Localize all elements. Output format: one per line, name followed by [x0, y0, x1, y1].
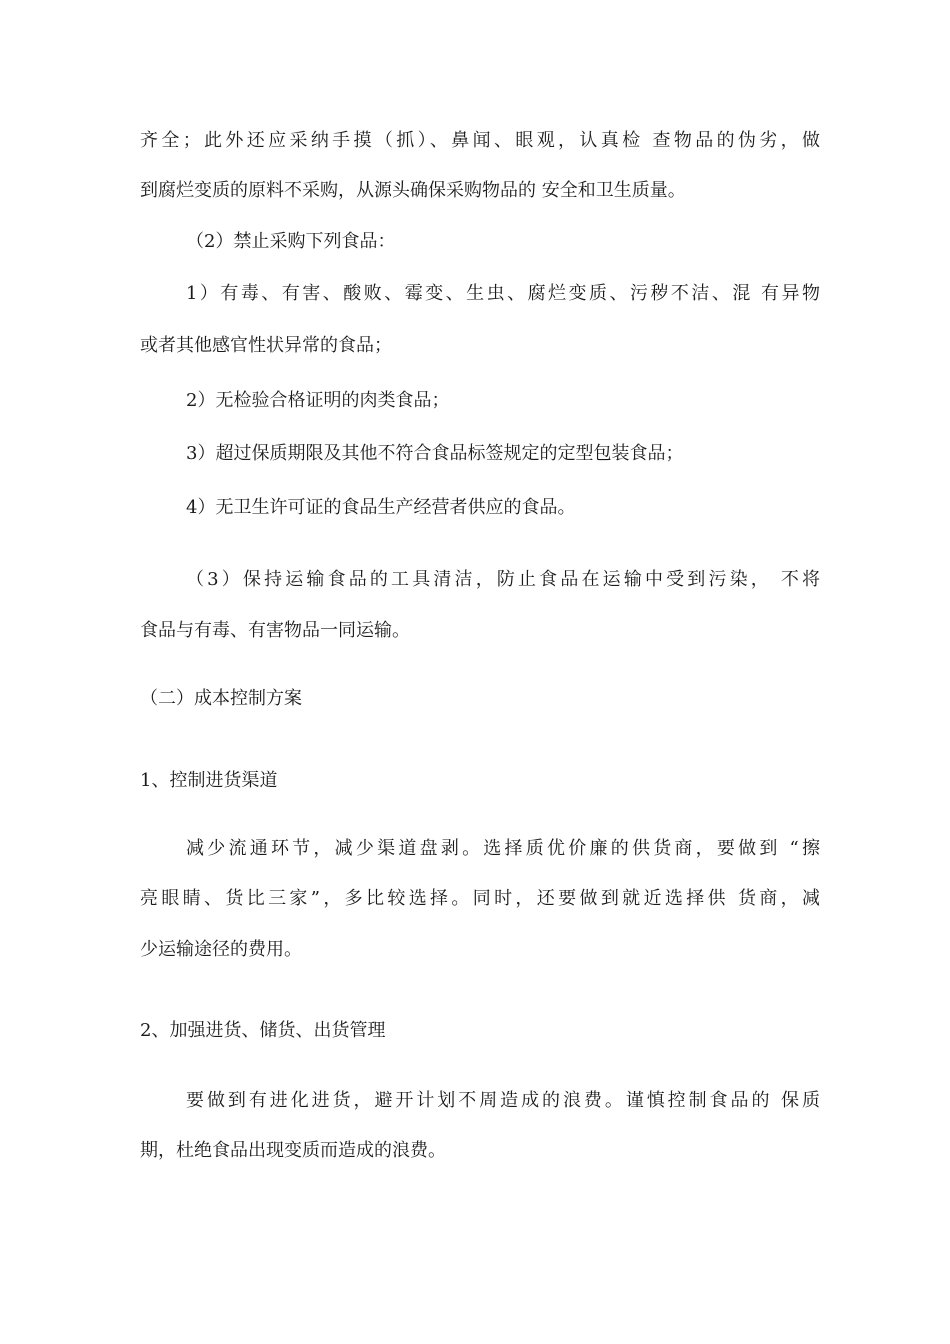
- list-item: 1）有毒、有害、酸败、霉变、生虫、腐烂变质、污秽不洁、混 有异物: [186, 283, 820, 304]
- paragraph-line: 到腐烂变质的原料不采购，从源头确保采购物品的 安全和卫生质量。: [140, 180, 686, 201]
- paragraph-line: 要做到有进化进货，避开计划不周造成的浪费。谨慎控制食品的 保质: [186, 1090, 820, 1111]
- paragraph-line: 期，杜绝食品出现变质而造成的浪费。: [140, 1140, 446, 1161]
- paragraph-line: 食品与有毒、有害物品一同运输。: [140, 620, 410, 641]
- list-heading: （3）保持运输食品的工具清洁，防止食品在运输中受到污染， 不将: [186, 569, 820, 590]
- subsection-heading: 2、加强进货、储货、出货管理: [140, 1020, 386, 1041]
- list-item: 2）无检验合格证明的肉类食品；: [186, 390, 450, 411]
- list-item: 3）超过保质期限及其他不符合食品标签规定的定型包装食品；: [186, 443, 684, 464]
- list-heading: （2）禁止采购下列食品：: [186, 231, 396, 252]
- paragraph-line: 或者其他感官性状异常的食品；: [140, 335, 392, 356]
- subsection-heading: 1、控制进货渠道: [140, 770, 278, 791]
- paragraph-line: 减少流通环节，减少渠道盘剥。选择质优价廉的供货商，要做到 “擦: [186, 838, 820, 859]
- section-heading: （二）成本控制方案: [140, 688, 302, 709]
- paragraph-line: 齐全；此外还应采纳手摸（抓）、鼻闻、眼观，认真检 查物品的伪劣，做: [140, 130, 820, 151]
- paragraph-line: 亮眼睛、货比三家”，多比较选择。同时，还要做到就近选择供 货商，减: [140, 888, 820, 909]
- paragraph-line: 少运输途径的费用。: [140, 939, 302, 960]
- list-item: 4）无卫生许可证的食品生产经营者供应的食品。: [186, 497, 576, 518]
